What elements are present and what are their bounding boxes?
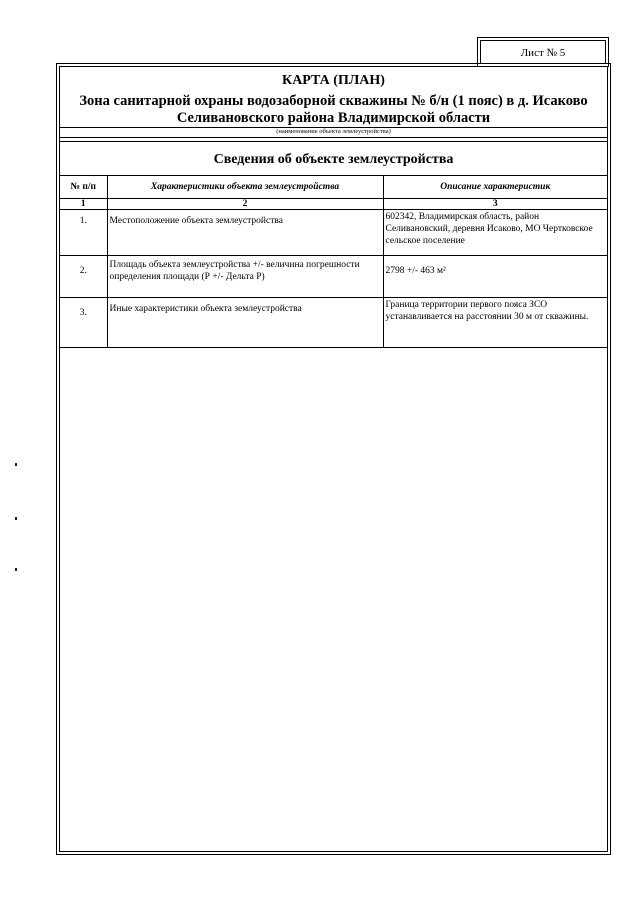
row-characteristic: Местоположение объекта землеустройства: [107, 210, 383, 256]
scan-mark: [15, 568, 17, 571]
row-characteristic: Иные характеристики объекта землеустройства: [107, 298, 383, 348]
column-header-number: № п/п: [60, 176, 107, 199]
row-description: 602342, Владимирская область, район Селивановский, деревня Исаково, МО Чертковское сельское поселение: [383, 210, 607, 256]
divider: [60, 141, 607, 142]
table-row: [60, 256, 607, 298]
object-name: [60, 93, 607, 127]
column-header-characteristic: Характеристики объекта землеустройства: [107, 176, 383, 199]
column-index: 3: [383, 199, 607, 210]
column-index: 2: [107, 199, 383, 210]
table-header-row: [60, 176, 607, 199]
row-description: Граница территории первого пояса ЗСО устанавливается на расстоянии 30 м от скважины.: [383, 298, 607, 348]
table-row: [60, 210, 607, 256]
object-name-caption: (наименование объекта землеустройства): [276, 128, 391, 135]
object-name-line-1: Зона санитарной охраны водозаборной скважины № б/н (1 пояс) в д. Исаково: [79, 93, 588, 109]
divider: [60, 137, 607, 138]
section-title: Сведения об объекте землеустройства: [213, 152, 454, 167]
document-frame: [59, 66, 608, 852]
object-name-line-2: Селивановского района Владимирской области: [176, 110, 491, 126]
scan-mark: [15, 463, 17, 466]
row-number: 1.: [60, 210, 107, 256]
table-row: [60, 298, 607, 348]
column-index-row: [60, 199, 607, 210]
info-table: [60, 175, 607, 348]
sheet-number-label: Лист № 5: [480, 40, 606, 64]
row-number: 3.: [60, 298, 107, 348]
scan-mark: [15, 517, 17, 520]
row-number: 2.: [60, 256, 107, 298]
column-header-description: Описание характеристик: [383, 176, 607, 199]
map-title: КАРТА (ПЛАН): [282, 73, 385, 88]
row-characteristic: Площадь объекта землеустройства +/- величина погрешности определения площади (Р +/- Дельта Р): [107, 256, 383, 298]
column-index: 1: [60, 199, 107, 210]
row-description: 2798 +/- 463 м²: [383, 256, 607, 298]
